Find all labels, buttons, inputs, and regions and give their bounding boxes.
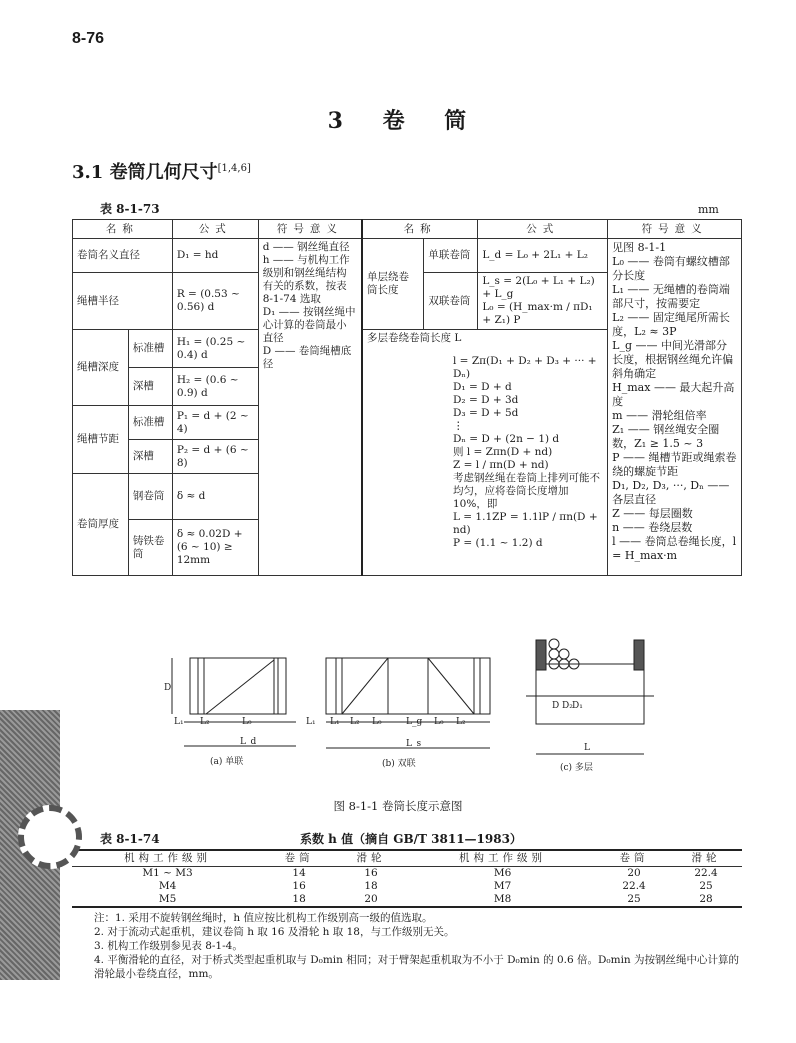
t1-header-formula: 公式: [172, 220, 258, 239]
table1-unit: mm: [698, 203, 719, 216]
multi-formula: l = Zπ(D₁ + D₂ + D₃ + ··· + Dₙ): [452, 355, 597, 380]
left-symbol-item: h —— 与机构工作级别和钢丝绳结构有关的系数，按表 8-1-74 选取: [262, 254, 350, 305]
t2-cell: 25: [598, 893, 670, 907]
fig-label-L1: L₁: [330, 717, 340, 727]
single-drum-label: 单联卷筒: [424, 239, 478, 273]
h-coefficient-table: [72, 849, 742, 908]
row-nominal-formula: D₁ = hd: [172, 239, 258, 273]
page-number: 8-76: [72, 30, 105, 47]
t2-header: 滑轮: [335, 850, 407, 867]
t2-header: 机构工作级别: [72, 850, 263, 867]
fig-label-D2: D₂: [562, 701, 573, 711]
multi-formula: P = (1.1 ~ 1.2) d: [452, 537, 543, 549]
fig-label-D1: D₁: [572, 701, 583, 711]
row-groove-radius-formula: R = (0.53 ~ 0.56) d: [172, 273, 258, 330]
drum-length-figure: [156, 636, 656, 796]
table-notes: [94, 911, 744, 981]
right-symbol-item: L_g —— 中间光滑部分长度，根据钢丝绳允许偏斜角确定: [612, 339, 734, 380]
multi-formula: Z = l / πn(D + nd): [452, 459, 549, 471]
figure-b-double: [326, 658, 490, 769]
t2-cell: M1 ~ M3: [142, 867, 193, 879]
t1-header-symbol-right: 符号意义: [608, 220, 742, 239]
fig-label-L1: L₁: [174, 717, 184, 727]
right-symbol-item: m —— 滑轮组倍率: [612, 409, 707, 422]
l0-formula: L₀ = (H_max·m / πD₁ + Z₁) P: [482, 301, 593, 326]
row-nominal-name: 卷筒名义直径: [73, 239, 173, 273]
row-groove-depth-name: 绳槽深度: [73, 330, 129, 406]
multi-formula: Dₙ = D + (2n − 1) d: [452, 433, 560, 445]
right-symbols: [608, 239, 742, 576]
row-wall-name: 卷筒厚度: [73, 474, 129, 576]
t2-cell: 22.4: [694, 867, 718, 879]
t2-cell: 20: [627, 867, 641, 879]
chapter-title: 3 卷 筒: [327, 108, 469, 134]
fig-caption-b: (b) 双联: [382, 759, 416, 769]
t2-cell: 18: [263, 893, 335, 907]
gear-icon: [18, 805, 82, 869]
pitch-std-formula: P₁ = d + (2 ~ 4): [172, 406, 258, 440]
t2-header: 卷筒: [598, 850, 670, 867]
section-refs: [1,4,6]: [217, 163, 251, 174]
right-symbol-item: Z —— 每层圈数: [612, 507, 693, 520]
double-drum-formula: [478, 273, 608, 330]
t1-header-formula-right: 公式: [478, 220, 608, 239]
gear-decoration: [0, 710, 60, 980]
right-symbol-item: 见图 8-1-1: [612, 241, 667, 254]
multi-formula: ⋮: [452, 420, 464, 432]
depth-deep-label: 深槽: [128, 368, 172, 406]
fig-caption-c: (c) 多层: [560, 763, 593, 773]
pitch-deep-formula: P₂ = d + (6 ~ 8): [172, 440, 258, 474]
pitch-std-label: 标准槽: [128, 406, 172, 440]
multi-formula: D₁ = D + d: [452, 381, 512, 393]
fig-label-L0: L₀: [434, 717, 444, 727]
fig-label-Lg: L_g: [406, 717, 423, 727]
fig-label-Ld: L_d: [240, 737, 257, 747]
fig-label-L0: L₀: [242, 717, 252, 727]
fig-label-D: D: [164, 683, 172, 693]
multi-formula: 则 l = Zπn(D + nd): [452, 446, 553, 458]
multi-formula: L = 1.1ZP = 1.1lP / πn(D + nd): [452, 511, 598, 536]
left-symbol-item: D₁ —— 按钢丝绳中心计算的卷筒最小直径: [262, 306, 356, 344]
fig-label-L1: L₁: [306, 717, 316, 727]
wall-cast-formula: δ ≈ 0.02D + (6 ~ 10) ≥ 12mm: [172, 520, 258, 576]
t2-cell: 18: [364, 880, 378, 892]
right-symbol-item: L₂ —— 固定绳尾所需长度，L₂ ≈ 3P: [612, 311, 730, 338]
section-title: [72, 158, 251, 184]
figure-c-multi: [526, 639, 654, 773]
single-layer-label: 单层绕卷筒长度: [362, 239, 424, 330]
wall-steel-formula: δ ≈ d: [172, 474, 258, 520]
right-symbol-item: L₁ —— 无绳槽的卷筒端部尺寸，按需要定: [612, 283, 730, 310]
note-item: 4. 平衡滑轮的直径，对于桥式类型起重机取与 D₀min 相同；对于臂架起重机取为不小于 D₀min 的 0.6 倍。D₀min 为按钢丝绳中心计算的滑轮最小卷绕直径，mm。: [94, 954, 740, 980]
multi-formula: D₃ = D + 5d: [452, 407, 519, 419]
depth-deep-formula: H₂ = (0.6 ~ 0.9) d: [172, 368, 258, 406]
table1-caption: 表 8-1-73: [100, 202, 160, 216]
pitch-deep-label: 深槽: [128, 440, 172, 474]
right-symbol-item: D₁, D₂, D₃, ···, Dₙ —— 各层直径: [612, 479, 730, 506]
fig-label-L2: L₂: [350, 717, 360, 727]
t2-cell: 16: [364, 867, 378, 879]
multi-formula: D₂ = D + 3d: [452, 394, 519, 406]
t2-cell: 25: [699, 880, 713, 892]
depth-std-formula: H₁ = (0.25 ~ 0.4) d: [172, 330, 258, 368]
right-symbol-item: l —— 卷筒总卷绳长度，l = H_max·m: [612, 535, 737, 562]
fig-label-L2: L₂: [456, 717, 466, 727]
t1-header-symbol: 符号意义: [258, 220, 362, 239]
right-symbol-item: Z₁ —— 钢丝绳安全圈数，Z₁ ≥ 1.5 ~ 3: [612, 423, 720, 450]
single-drum-formula: L_d = L₀ + 2L₁ + L₂: [478, 239, 608, 273]
t2-cell: 22.4: [622, 880, 646, 892]
t1-header-name-right: 名称: [362, 220, 478, 239]
right-symbol-item: P —— 绳槽节距或绳索卷绕的螺旋节距: [612, 451, 737, 478]
double-drum-ls: L_s = 2(L₀ + L₁ + L₂) + L_g: [482, 275, 595, 300]
t2-cell: M5: [72, 893, 263, 907]
t2-cell: M8: [407, 893, 598, 907]
right-symbol-item: n —— 卷绕层数: [612, 521, 693, 534]
right-symbol-item: L₀ —— 卷筒有螺纹槽部分长度: [612, 255, 730, 282]
note-item: 3. 机构工作级别参见表 8-1-4。: [94, 940, 243, 952]
depth-std-label: 标准槽: [128, 330, 172, 368]
wall-steel-label: 钢卷筒: [128, 474, 172, 520]
fig-label-D: D: [552, 701, 560, 711]
fig-label-L0: L₀: [372, 717, 382, 727]
table2-caption: 表 8-1-74: [100, 832, 160, 846]
multi-layer-label: 多层卷绕卷筒长度 L: [366, 332, 462, 344]
row-groove-radius-name: 绳槽半径: [73, 273, 173, 330]
fig-caption-a: (a) 单联: [210, 757, 244, 767]
t2-header: 滑轮: [670, 850, 742, 867]
t2-cell: 14: [292, 867, 306, 879]
t2-header: 卷筒: [263, 850, 335, 867]
left-symbols: [258, 239, 362, 576]
figure-caption: 图 8-1-1 卷筒长度示意图: [333, 799, 463, 813]
left-symbol-item: d —— 钢丝绳直径: [262, 241, 350, 253]
t2-cell: 28: [670, 893, 742, 907]
fig-label-L2: L₂: [200, 717, 210, 727]
t2-cell: M7: [493, 880, 512, 892]
note-item: 2. 对于流动式起重机，建议卷筒 h 取 16 及滑轮 h 取 18，与工作级别无关。: [94, 926, 455, 938]
t2-cell: M4: [158, 880, 177, 892]
t2-cell: 16: [292, 880, 306, 892]
multi-formula: 考虑钢丝绳在卷筒上排列可能不均匀，应将卷筒长度增加 10%，即: [452, 472, 600, 510]
right-symbol-item: H_max —— 最大起升高度: [612, 381, 735, 408]
drum-geometry-table: [72, 219, 742, 576]
note-item: 注：1. 采用不旋转钢丝绳时，h 值应按比机构工作级别高一级的值选取。: [94, 912, 433, 924]
fig-label-Ls: L_s: [406, 739, 422, 749]
figure-a-single: [164, 658, 316, 767]
table2-title: 系数 h 值（摘自 GB/T 3811—1983）: [300, 832, 522, 846]
fig-label-L: L: [584, 743, 590, 753]
double-drum-label: 双联卷筒: [424, 273, 478, 330]
t2-cell: 20: [335, 893, 407, 907]
left-symbol-item: D —— 卷筒绳槽底径: [262, 345, 352, 370]
multi-layer-cell: [362, 330, 608, 576]
section-title-text: 3.1 卷筒几何尺寸: [72, 162, 218, 183]
t2-cell: M6: [493, 867, 512, 879]
t1-header-name: 名称: [73, 220, 173, 239]
t2-header: 机构工作级别: [407, 850, 598, 867]
row-groove-pitch-name: 绳槽节距: [73, 406, 129, 474]
wall-cast-label: 铸铁卷筒: [128, 520, 172, 576]
